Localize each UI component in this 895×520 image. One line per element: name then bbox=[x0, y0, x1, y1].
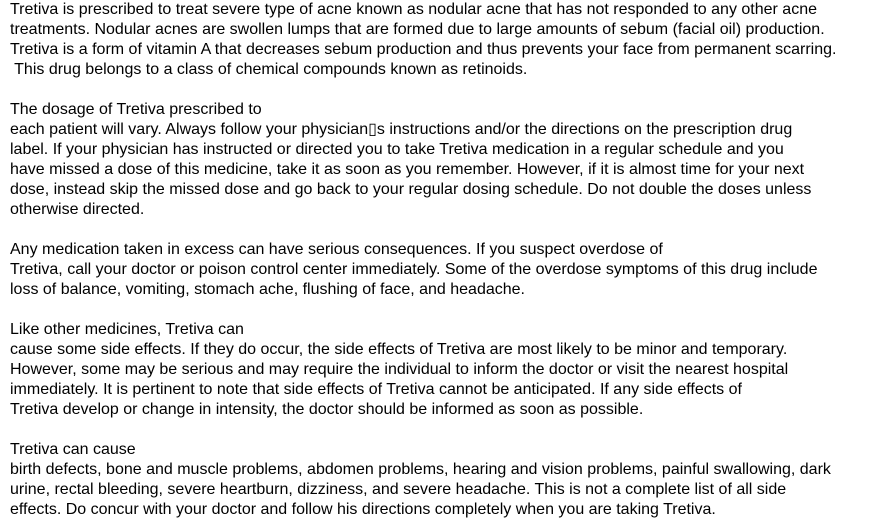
paragraph-side-effects bbox=[10, 320, 895, 420]
paragraph-risks bbox=[10, 440, 895, 520]
paragraph-overdose bbox=[10, 240, 895, 300]
text-line: urine, rectal bleeding, severe heartburn, dizziness, and severe headache. This is not a complete list of all side bbox=[10, 481, 787, 498]
paragraph-spacer bbox=[10, 80, 895, 100]
text-line: Tretiva is a form of vitamin A that decreases sebum production and thus prevents your face from permanent scarring. bbox=[10, 41, 837, 58]
text-line: Tretiva develop or change in intensity, the doctor should be informed as soon as possible. bbox=[10, 401, 644, 418]
text-line: each patient will vary. Always follow your physician▯s instructions and/or the directions on the prescription drug bbox=[10, 121, 793, 138]
text-line: label. If your physician has instructed or directed you to take Tretiva medication in a regular schedule and you bbox=[10, 141, 784, 158]
paragraph-spacer bbox=[10, 420, 895, 440]
text-line: This drug belongs to a class of chemical compounds known as retinoids. bbox=[10, 61, 528, 78]
paragraph-dosage bbox=[10, 100, 895, 220]
paragraph-spacer bbox=[10, 220, 895, 240]
text-line: immediately. It is pertinent to note that side effects of Tretiva cannot be anticipated. If any side effects of bbox=[10, 381, 742, 398]
text-line: loss of balance, vomiting, stomach ache, flushing of face, and headache. bbox=[10, 281, 525, 298]
text-line: have missed a dose of this medicine, take it as soon as you remember. However, if it is almost time for your next bbox=[10, 161, 805, 178]
text-line: Tretiva is prescribed to treat severe type of acne known as nodular acne that has not responded to any other acne bbox=[10, 1, 817, 18]
text-line: treatments. Nodular acnes are swollen lumps that are formed due to large amounts of sebum (facial oil) production. bbox=[10, 21, 825, 38]
paragraph-overview bbox=[10, 0, 895, 80]
text-line: Tretiva can cause bbox=[10, 441, 136, 458]
text-line: Any medication taken in excess can have serious consequences. If you suspect overdose of bbox=[10, 241, 663, 258]
text-line: dose, instead skip the missed dose and go back to your regular dosing schedule. Do not double the doses unless bbox=[10, 181, 812, 198]
text-line: Tretiva, call your doctor or poison control center immediately. Some of the overdose symptoms of this drug include bbox=[10, 261, 818, 278]
text-line: otherwise directed. bbox=[10, 201, 145, 218]
text-line: However, some may be serious and may require the individual to inform the doctor or visit the nearest hospital bbox=[10, 361, 789, 378]
text-line: Like other medicines, Tretiva can bbox=[10, 321, 244, 338]
text-line: birth defects, bone and muscle problems, abdomen problems, hearing and vision problems, painful swallowing, dark bbox=[10, 461, 831, 478]
text-line: The dosage of Tretiva prescribed to bbox=[10, 101, 262, 118]
text-line: cause some side effects. If they do occur, the side effects of Tretiva are most likely to be minor and temporary. bbox=[10, 341, 788, 358]
text-line: effects. Do concur with your doctor and follow his directions completely when you are taking Tretiva. bbox=[10, 501, 716, 518]
paragraph-spacer bbox=[10, 300, 895, 320]
